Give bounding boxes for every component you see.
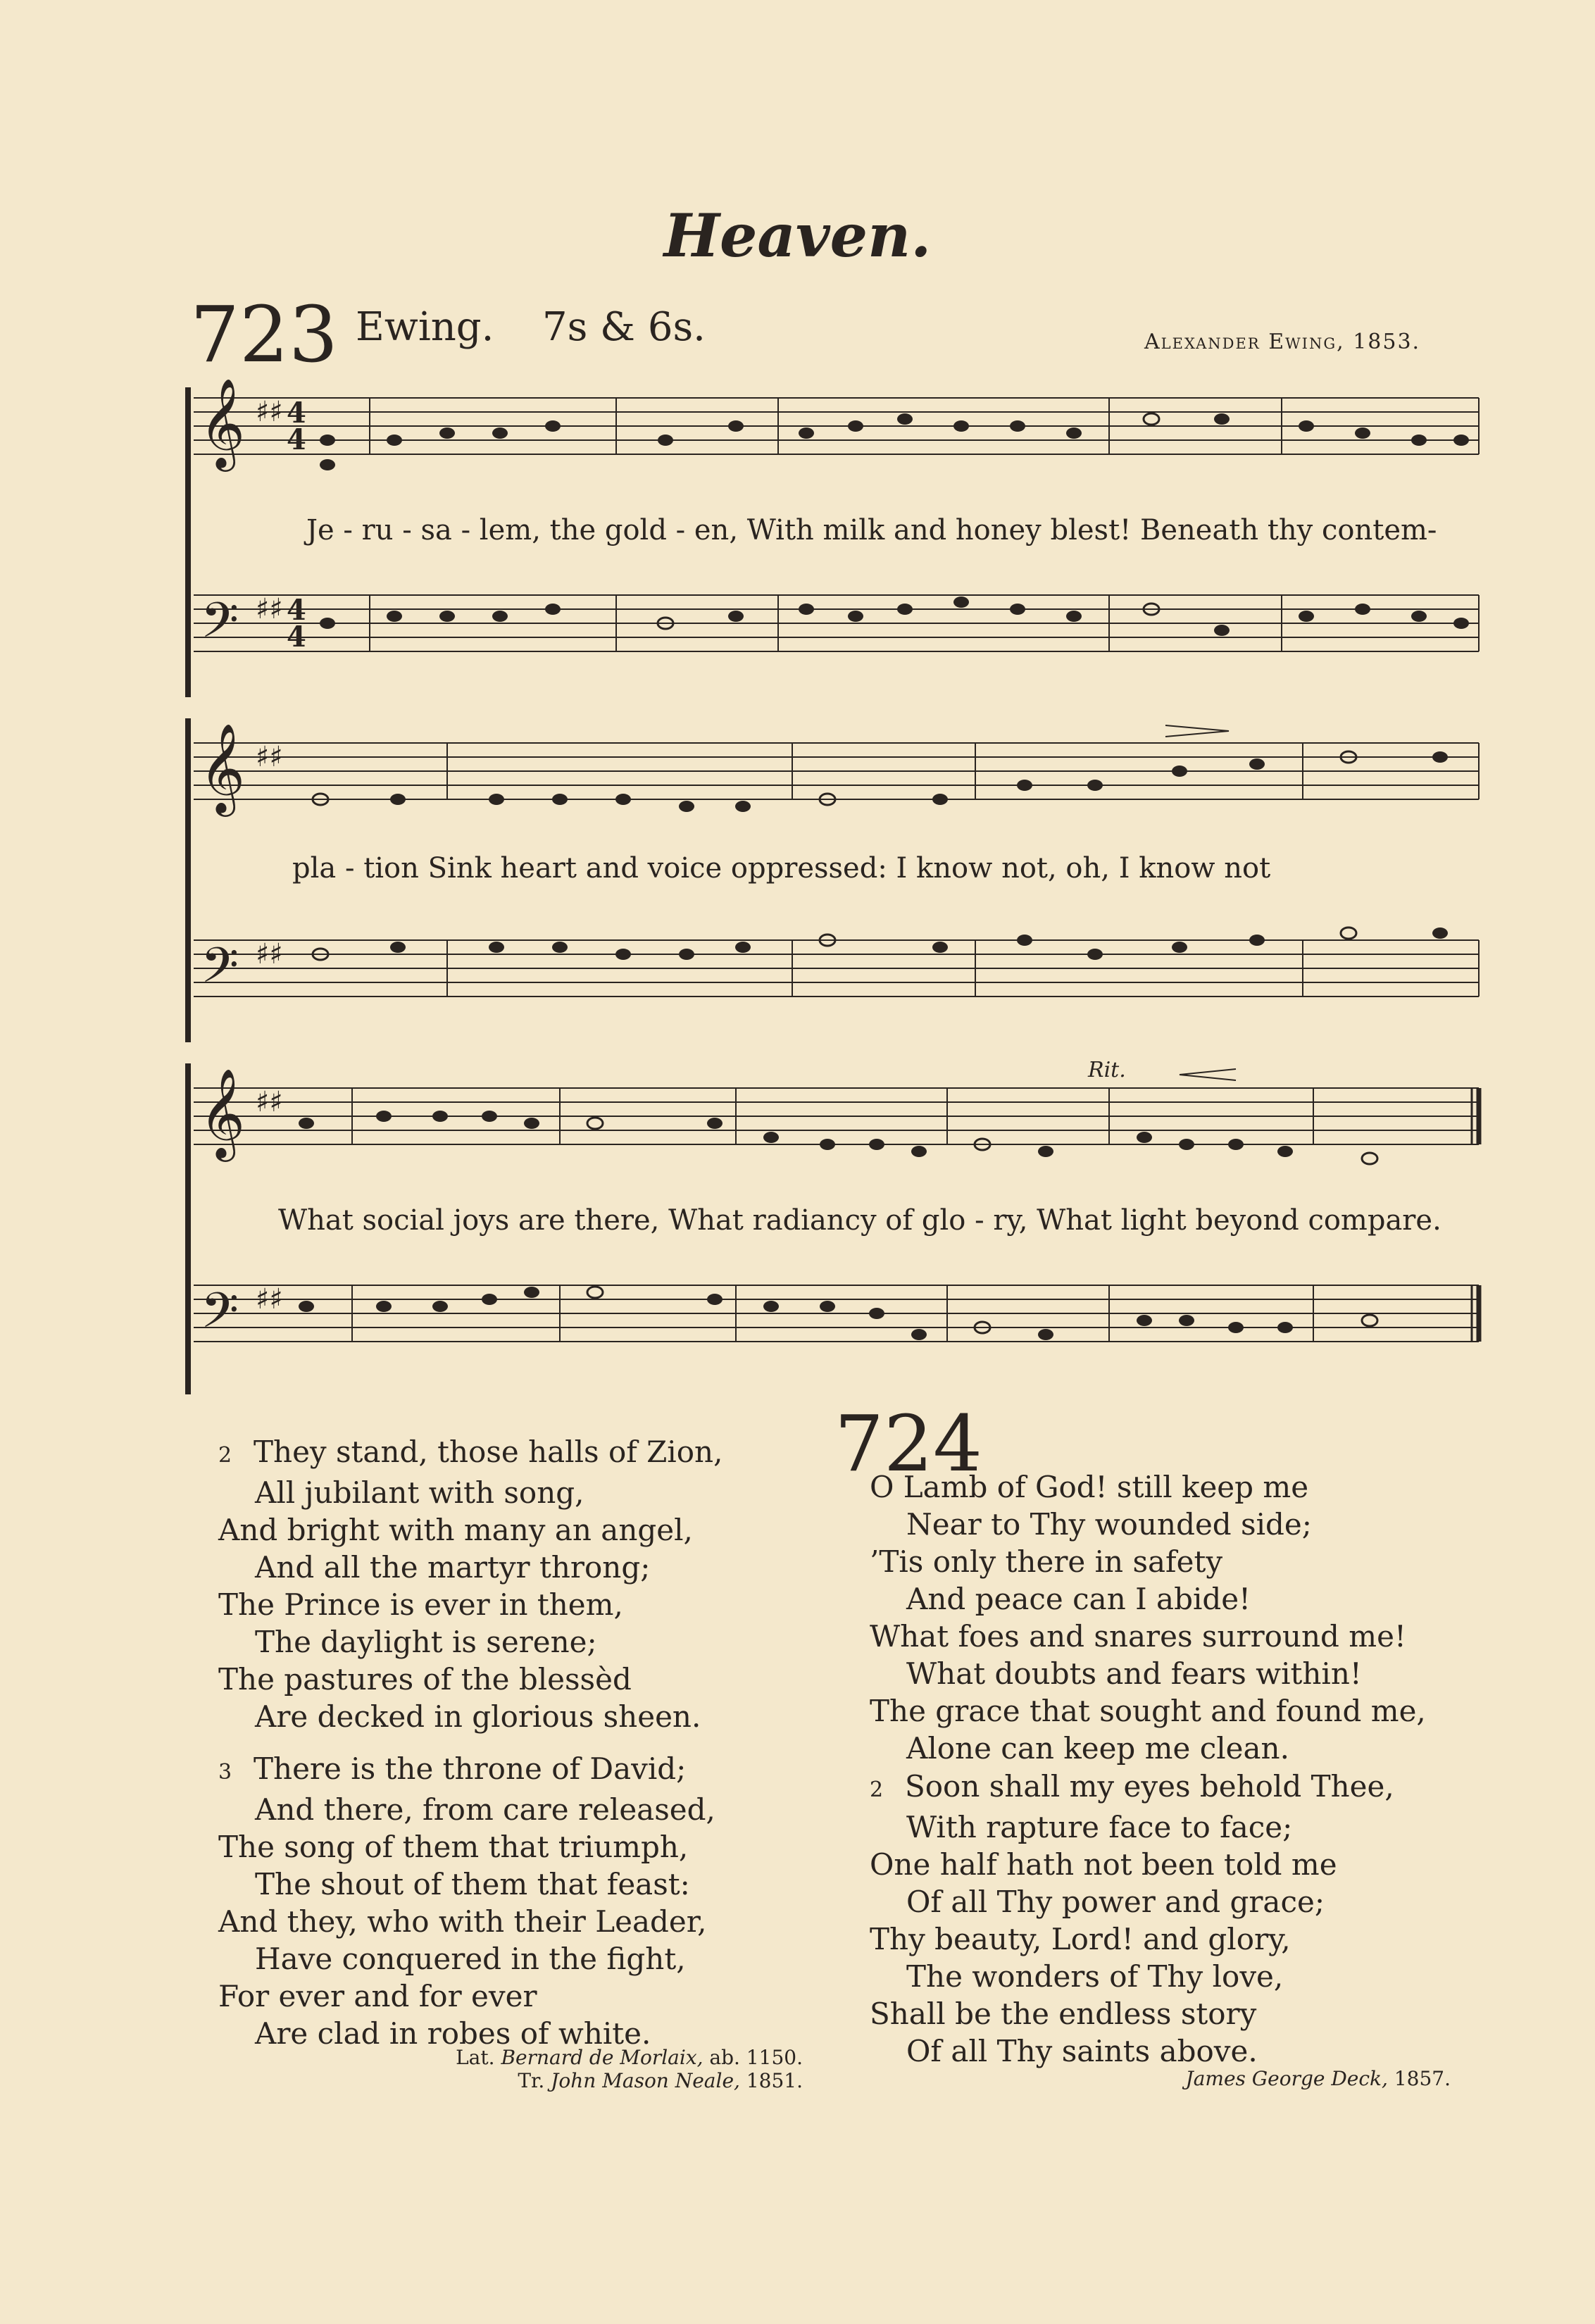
verse-line: The grace that sought and found me, xyxy=(870,1694,1426,1728)
svg-text:𝄢: 𝄢 xyxy=(201,937,239,1006)
credit-author: James George Deck, xyxy=(1185,2067,1388,2090)
svg-text:4: 4 xyxy=(287,620,306,654)
hymn-724-credit xyxy=(986,2067,1451,2090)
verse-line: The song of them that triumph, xyxy=(218,1830,689,1864)
stanza-number: 2 xyxy=(218,1443,232,1468)
svg-text:𝄢: 𝄢 xyxy=(201,592,239,661)
svg-text:𝄢: 𝄢 xyxy=(201,1282,239,1351)
svg-text:4: 4 xyxy=(287,396,306,430)
verse-line: The shout of them that feast: xyxy=(255,1867,690,1901)
lyric-line-2: pla - tion Sink heart and voice oppressed: I know not, oh, I know not xyxy=(292,852,1271,885)
verse-line: Of all Thy saints above. xyxy=(906,2034,1258,2068)
svg-text:♯♯: ♯♯ xyxy=(256,1086,283,1118)
verse-line: O Lamb of God! still keep me xyxy=(870,1470,1309,1504)
svg-text:♯♯: ♯♯ xyxy=(256,741,283,773)
verse-line: Alone can keep me clean. xyxy=(906,1731,1289,1766)
stanza-number: 2 xyxy=(870,1778,884,1802)
verse-line: The daylight is serene; xyxy=(255,1625,597,1659)
verse-line: All jubilant with song, xyxy=(255,1475,584,1510)
music-system-3 xyxy=(180,1058,1482,1401)
verse-line: What doubts and fears within! xyxy=(906,1656,1362,1691)
verse-line: Are clad in robes of white. xyxy=(255,2016,651,2051)
verse-line: And there, from care released, xyxy=(255,1792,715,1827)
credit-prefix: Tr. xyxy=(518,2069,545,2092)
verse-line: The Prince is ever in them, xyxy=(218,1587,623,1622)
verse-line: Soon shall my eyes behold Thee, xyxy=(905,1769,1394,1804)
hymn-724-number: 724 xyxy=(834,1399,982,1489)
verse-line: The pastures of the blessèd xyxy=(218,1662,632,1697)
tempo-mark: Rit. xyxy=(1088,1058,1126,1082)
credit-date: 1857. xyxy=(1394,2067,1451,2090)
svg-text:𝄞: 𝄞 xyxy=(199,377,246,468)
svg-text:♯♯: ♯♯ xyxy=(256,1283,283,1316)
verse-line: Shall be the endless story xyxy=(870,1997,1257,2031)
svg-text:♯♯: ♯♯ xyxy=(256,938,283,970)
lyric-line-3: What social joys are there, What radiancy of glo - ry, What light beyond compare. xyxy=(278,1204,1441,1237)
hymn-723-tune-name: Ewing. xyxy=(356,304,494,350)
lyric-line-1: Je - ru - sa - lem, the gold - en, With milk and honey blest! Beneath thy contem- xyxy=(306,514,1437,546)
stanza-number: 3 xyxy=(218,1760,232,1785)
svg-text:4: 4 xyxy=(287,594,306,627)
verse-line: The wonders of Thy love, xyxy=(906,1959,1284,1994)
music-system-1 xyxy=(180,373,1482,704)
verse-line: There is the throne of David; xyxy=(254,1751,687,1786)
bass-staff xyxy=(194,595,1479,651)
credit-translator: John Mason Neale, xyxy=(551,2069,740,2092)
verse-line: Of all Thy power and grace; xyxy=(906,1885,1325,1919)
hymn-723-composer: Alexander Ewing, 1853. xyxy=(1144,330,1421,354)
verse-line: Have conquered in the fight, xyxy=(255,1942,686,1976)
verse-line: Thy beauty, Lord! and glory, xyxy=(870,1922,1291,1956)
treble-staff xyxy=(194,398,1479,454)
hymn-723-credit xyxy=(317,2046,803,2092)
verse-line: And bright with many an angel, xyxy=(218,1513,693,1547)
verse-line: Are decked in glorious sheen. xyxy=(255,1699,701,1734)
section-heading: Heaven. xyxy=(663,201,932,270)
credit-author: Bernard de Morlaix, xyxy=(501,2046,703,2069)
verse-line: ’Tis only there in safety xyxy=(870,1544,1223,1579)
svg-text:𝄞: 𝄞 xyxy=(199,1068,246,1158)
hymn-724-stanza-2 xyxy=(870,1768,1475,2070)
hymn-724-stanza-1 xyxy=(870,1468,1475,1767)
svg-text:𝄞: 𝄞 xyxy=(199,723,246,813)
verse-line: Near to Thy wounded side; xyxy=(906,1507,1312,1542)
credit-date: 1851. xyxy=(746,2069,803,2092)
credit-prefix: Lat. xyxy=(456,2046,495,2069)
verse-line: They stand, those halls of Zion, xyxy=(254,1435,723,1469)
verse-line: And all the martyr throng; xyxy=(255,1550,651,1585)
verse-line: For ever and for ever xyxy=(218,1979,537,2013)
verse-line: With rapture face to face; xyxy=(906,1810,1293,1844)
svg-text:♯♯: ♯♯ xyxy=(256,593,283,625)
svg-text:♯♯: ♯♯ xyxy=(256,396,283,428)
verse-line: What foes and snares surround me! xyxy=(870,1619,1406,1654)
verse-line: One half hath not been told me xyxy=(870,1847,1337,1882)
hymn-723-stanza-2 xyxy=(218,1433,817,1735)
hymn-723-number: 723 xyxy=(190,289,338,380)
svg-text:4: 4 xyxy=(287,423,306,456)
verse-line: And peace can I abide! xyxy=(906,1582,1251,1616)
hymn-723-stanza-3 xyxy=(218,1750,817,2052)
hymn-723-meter: 7s & 6s. xyxy=(542,304,706,350)
verse-line: And they, who with their Leader, xyxy=(218,1904,707,1939)
credit-date: ab. 1150. xyxy=(709,2046,803,2069)
music-system-2 xyxy=(180,718,1482,1049)
